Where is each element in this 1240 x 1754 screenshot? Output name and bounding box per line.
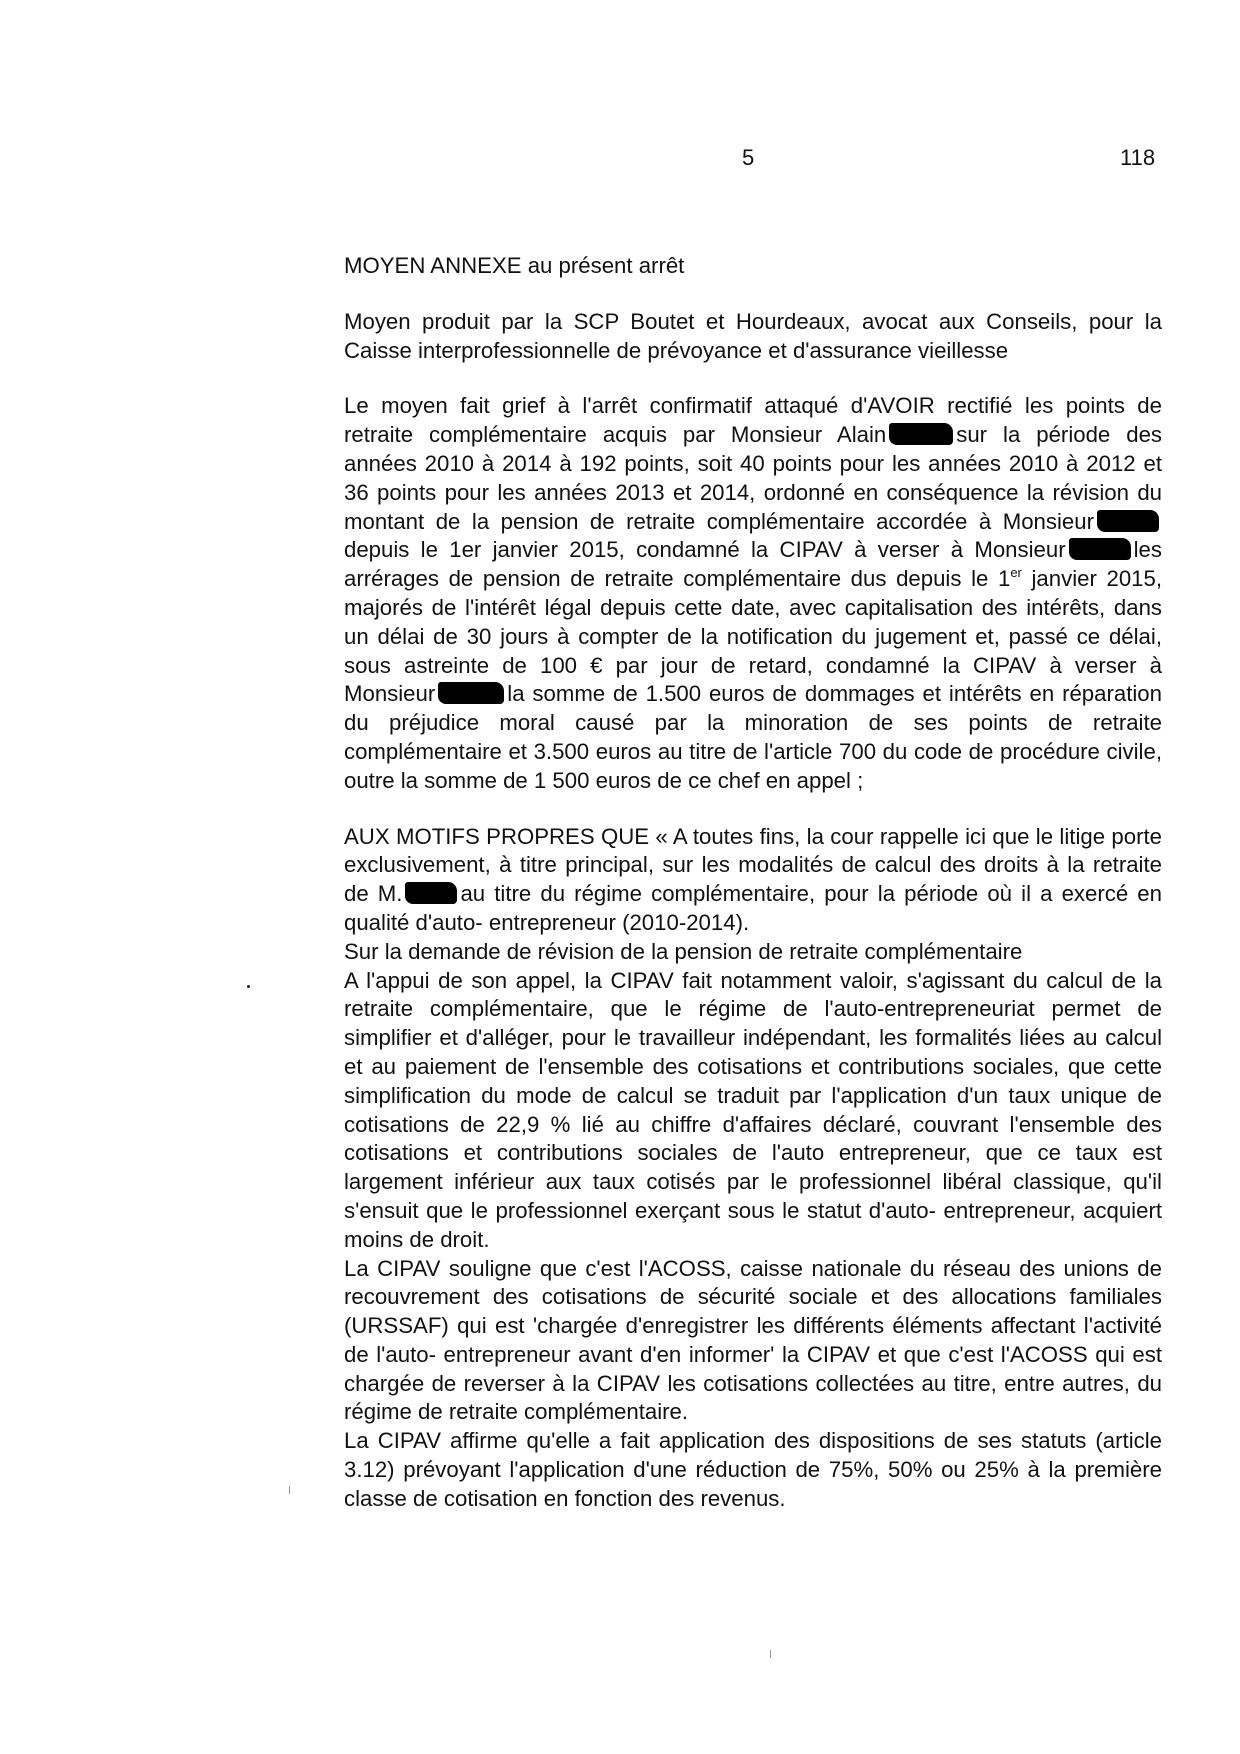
- annex-title: MOYEN ANNEXE au présent arrêt: [344, 253, 685, 278]
- scan-speck: [770, 1650, 771, 1658]
- page-number: 5: [742, 145, 755, 170]
- grief-paragraph: [344, 392, 1162, 795]
- superscript-er: er: [1010, 565, 1022, 581]
- statuts-paragraph: La CIPAV affirme qu'elle a fait application des dispositions de ses statuts (article 3.12) prévoyant l'application d'une réduction de 75%, 50% ou 25% à la première classe de cotisation en fonction des revenus.: [344, 1428, 1162, 1511]
- motifs-text-1: AUX MOTIFS PROPRES QUE « A toutes fins, la cour rappelle ici que le litige porte exclusivement, à titre principal, sur les modalités de calcul des droits à la retraite de M.: [344, 823, 1162, 907]
- grief-text-5: janvier 2015, majorés de l'intérêt légal depuis cette date, avec capitalisation des intérêts, dans un délai de 30 jours à compter de la notification du jugement et, passé ce délai, sous astreinte de 100 € par jour de retard, condamné la CIPAV à verser à Monsieur: [344, 566, 1163, 707]
- scan-speck: [289, 1486, 290, 1494]
- redaction-mark: [889, 423, 953, 445]
- intro-paragraph: Moyen produit par la SCP Boutet et Hourdeaux, avocat aux Conseils, pour la Caisse interprofessionnelle de prévoyance et d'assurance vieillesse: [344, 308, 1162, 363]
- grief-text-2: sur la période des années 2010 à 2014 à 192 points, soit 40 points pour les années 2010 à 2012 et 36 points pour les années 2013 et 2014, ordonné en conséquence la révision du montant de la pension de retraite complémentaire accordée à Monsieur: [344, 422, 1162, 534]
- motifs-text-2: au titre du régime complémentaire, pour la période où il a exercé en qualité d'auto- entrepreneur (2010-2014).: [344, 881, 1162, 935]
- redaction-mark: [1069, 538, 1131, 560]
- section-subheading: Sur la demande de révision de la pension de retraite complémentaire: [344, 938, 1023, 964]
- grief-text-3: depuis le 1er janvier 2015, condamné la CIPAV à verser à Monsieur: [344, 537, 1066, 563]
- document-body: [344, 252, 1162, 1514]
- grief-text-6: la somme de 1.500 euros de dommages et intérêts en réparation du préjudice moral causé par la minoration de ses points de retraite complémentaire et 3.500 euros au titre de l'article 700 du code de procédure civile, outre la somme de 1 500 euros de ce chef en appel ;: [344, 681, 1162, 793]
- appel-paragraph: A l'appui de son appel, la CIPAV fait notamment valoir, s'agissant du calcul de la retraite complémentaire, que le régime de l'auto-entrepreneuriat permet de simplifier et d'alléger, pour le travailleur indépendant, les formalités liées au calcul et au paiement de l'ensemble des cotisations et contributions sociales, que cette simplification du mode de calcul se traduit par l'application d'un taux unique de cotisations de 22,9 % lié au chiffre d'affaires déclaré, couvrant l'ensemble des cotisations et contributions sociales de l'auto entrepreneur, que ce taux est largement inférieur aux taux cotisés par le professionnel libéral classique, qu'il s'ensuit que le professionnel exerçant sous le statut d'auto- entrepreneur, acquiert moins de droit.: [344, 967, 1162, 1252]
- grief-text-4: les arrérages de pension de retraite complémentaire dus depuis le 1: [344, 537, 1162, 592]
- redaction-mark: [1097, 510, 1159, 532]
- scan-speck: [247, 985, 250, 988]
- redaction-mark: [405, 882, 457, 904]
- redaction-mark: [438, 682, 504, 704]
- grief-text-1: Le moyen fait grief à l'arrêt confirmatif attaqué d'AVOIR rectifié les points de retraite complémentaire acquis par Monsieur Alain: [344, 393, 1162, 448]
- acoss-paragraph: La CIPAV souligne que c'est l'ACOSS, caisse nationale du réseau des unions de recouvrement des cotisations de sécurité sociale et des allocations familiales (URSSAF) qui est 'chargée d'enregistrer les différents éléments affectant l'activité de l'auto- entrepreneur avant d'en informer' la CIPAV et que c'est l'ACOSS qui est chargée de reverser à la CIPAV les cotisations collectées au titre, entre autres, du régime de retraite complémentaire.: [344, 1255, 1162, 1425]
- document-number: 118: [1120, 145, 1156, 170]
- motifs-paragraph: [344, 823, 1162, 938]
